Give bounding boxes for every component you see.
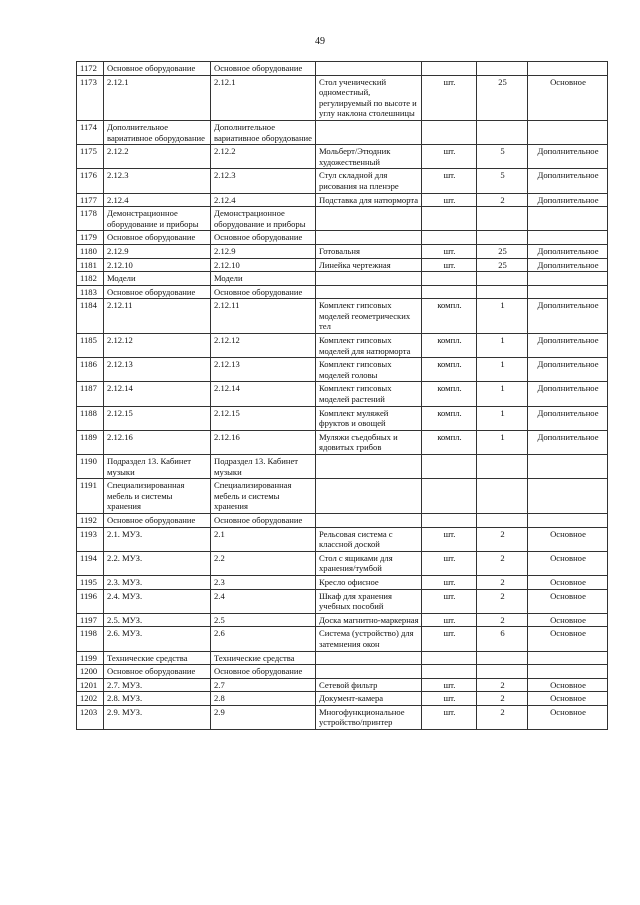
unit-cell: шт. xyxy=(422,575,477,589)
equipment-type-cell: Основное xyxy=(528,527,608,551)
quantity-cell: 1 xyxy=(477,430,528,454)
equipment-type-cell: Дополнительное xyxy=(528,406,608,430)
equipment-type-cell: Дополнительное xyxy=(528,358,608,382)
section-code-cell: 2.12.10 xyxy=(104,258,211,272)
item-code-cell: 2.12.9 xyxy=(211,244,316,258)
row-number-cell: 1195 xyxy=(77,575,104,589)
unit-cell: компл. xyxy=(422,358,477,382)
item-code-cell: Специализированная мебель и системы хранения xyxy=(211,479,316,514)
row-number-cell: 1173 xyxy=(77,75,104,120)
item-code-cell: Основное оборудование xyxy=(211,513,316,527)
quantity-cell xyxy=(477,285,528,299)
table-row xyxy=(77,75,608,120)
section-code-cell: 2.12.14 xyxy=(104,382,211,406)
row-number-cell: 1179 xyxy=(77,231,104,245)
equipment-type-cell: Основное xyxy=(528,627,608,651)
section-code-cell: 2.12.15 xyxy=(104,406,211,430)
item-name-cell: Линейка чертежная xyxy=(316,258,422,272)
item-code-cell: Дополнительное вариативное оборудование xyxy=(211,120,316,144)
table-row xyxy=(77,665,608,679)
item-name-cell: Шкаф для хранения учебных пособий xyxy=(316,589,422,613)
item-name-cell: Стол ученический одноместный, регулируемый по высоте и углу наклона столешницы xyxy=(316,75,422,120)
equipment-type-cell: Дополнительное xyxy=(528,430,608,454)
item-name-cell xyxy=(316,455,422,479)
item-code-cell: 2.12.11 xyxy=(211,299,316,334)
table-row xyxy=(77,244,608,258)
section-code-cell: 2.12.9 xyxy=(104,244,211,258)
section-code-cell: 2.9. МУЗ. xyxy=(104,705,211,729)
table-row xyxy=(77,678,608,692)
quantity-cell xyxy=(477,455,528,479)
item-name-cell xyxy=(316,120,422,144)
quantity-cell xyxy=(477,231,528,245)
unit-cell: шт. xyxy=(422,589,477,613)
section-code-cell: 2.6. МУЗ. xyxy=(104,627,211,651)
row-number-cell: 1191 xyxy=(77,479,104,514)
section-code-cell: 2.12.2 xyxy=(104,145,211,169)
unit-cell: шт. xyxy=(422,692,477,706)
quantity-cell xyxy=(477,62,528,76)
row-number-cell: 1180 xyxy=(77,244,104,258)
table-row xyxy=(77,613,608,627)
unit-cell xyxy=(422,272,477,286)
quantity-cell: 6 xyxy=(477,627,528,651)
quantity-cell: 25 xyxy=(477,244,528,258)
item-name-cell: Комплект гипсовых моделей растений xyxy=(316,382,422,406)
quantity-cell: 2 xyxy=(477,193,528,207)
table-row xyxy=(77,258,608,272)
row-number-cell: 1198 xyxy=(77,627,104,651)
quantity-cell: 2 xyxy=(477,678,528,692)
item-code-cell: 2.12.13 xyxy=(211,358,316,382)
quantity-cell xyxy=(477,479,528,514)
item-name-cell: Сетевой фильтр xyxy=(316,678,422,692)
section-code-cell: Основное оборудование xyxy=(104,62,211,76)
equipment-type-cell: Дополнительное xyxy=(528,145,608,169)
unit-cell xyxy=(422,513,477,527)
section-code-cell: Модели xyxy=(104,272,211,286)
equipment-type-cell xyxy=(528,62,608,76)
item-name-cell: Рельсовая система с классной доской xyxy=(316,527,422,551)
table-row xyxy=(77,513,608,527)
unit-cell xyxy=(422,120,477,144)
section-code-cell: Специализированная мебель и системы хранения xyxy=(104,479,211,514)
section-code-cell: 2.12.16 xyxy=(104,430,211,454)
quantity-cell: 1 xyxy=(477,334,528,358)
table-row xyxy=(77,120,608,144)
section-code-cell: Дополнительное вариативное оборудование xyxy=(104,120,211,144)
quantity-cell: 2 xyxy=(477,705,528,729)
section-code-cell: Технические средства xyxy=(104,651,211,665)
quantity-cell xyxy=(477,272,528,286)
item-code-cell: 2.12.10 xyxy=(211,258,316,272)
row-number-cell: 1184 xyxy=(77,299,104,334)
equipment-type-cell xyxy=(528,231,608,245)
unit-cell xyxy=(422,455,477,479)
quantity-cell: 25 xyxy=(477,258,528,272)
section-code-cell: 2.12.11 xyxy=(104,299,211,334)
item-code-cell: Основное оборудование xyxy=(211,231,316,245)
unit-cell: шт. xyxy=(422,244,477,258)
item-code-cell: 2.12.3 xyxy=(211,169,316,193)
unit-cell: компл. xyxy=(422,430,477,454)
row-number-cell: 1176 xyxy=(77,169,104,193)
equipment-type-cell xyxy=(528,665,608,679)
section-code-cell: Основное оборудование xyxy=(104,513,211,527)
row-number-cell: 1181 xyxy=(77,258,104,272)
table-row xyxy=(77,193,608,207)
item-name-cell: Комплект гипсовых моделей геометрических тел xyxy=(316,299,422,334)
item-name-cell: Стул складной для рисования на пленэре xyxy=(316,169,422,193)
section-code-cell: 2.4. МУЗ. xyxy=(104,589,211,613)
row-number-cell: 1194 xyxy=(77,551,104,575)
table-row xyxy=(77,527,608,551)
quantity-cell xyxy=(477,120,528,144)
equipment-type-cell: Дополнительное xyxy=(528,244,608,258)
row-number-cell: 1196 xyxy=(77,589,104,613)
item-code-cell: 2.8 xyxy=(211,692,316,706)
item-code-cell: 2.1 xyxy=(211,527,316,551)
row-number-cell: 1197 xyxy=(77,613,104,627)
item-code-cell: 2.4 xyxy=(211,589,316,613)
quantity-cell xyxy=(477,665,528,679)
equipment-type-cell: Дополнительное xyxy=(528,169,608,193)
table-row xyxy=(77,299,608,334)
unit-cell: шт. xyxy=(422,169,477,193)
item-code-cell: 2.12.4 xyxy=(211,193,316,207)
section-code-cell: 2.5. МУЗ. xyxy=(104,613,211,627)
item-code-cell: 2.5 xyxy=(211,613,316,627)
quantity-cell: 5 xyxy=(477,145,528,169)
unit-cell: шт. xyxy=(422,705,477,729)
equipment-type-cell: Дополнительное xyxy=(528,258,608,272)
section-code-cell: 2.12.13 xyxy=(104,358,211,382)
table-row xyxy=(77,62,608,76)
equipment-type-cell xyxy=(528,479,608,514)
unit-cell: шт. xyxy=(422,193,477,207)
row-number-cell: 1177 xyxy=(77,193,104,207)
item-name-cell xyxy=(316,651,422,665)
quantity-cell: 2 xyxy=(477,613,528,627)
unit-cell: шт. xyxy=(422,75,477,120)
table-row xyxy=(77,651,608,665)
unit-cell xyxy=(422,231,477,245)
section-code-cell: 2.12.3 xyxy=(104,169,211,193)
section-code-cell: 2.2. МУЗ. xyxy=(104,551,211,575)
row-number-cell: 1174 xyxy=(77,120,104,144)
equipment-type-cell: Дополнительное xyxy=(528,382,608,406)
table-row xyxy=(77,705,608,729)
item-code-cell: Подраздел 13. Кабинет музыки xyxy=(211,455,316,479)
row-number-cell: 1202 xyxy=(77,692,104,706)
item-name-cell xyxy=(316,231,422,245)
item-name-cell xyxy=(316,62,422,76)
table-row xyxy=(77,692,608,706)
row-number-cell: 1183 xyxy=(77,285,104,299)
item-code-cell: Модели xyxy=(211,272,316,286)
row-number-cell: 1201 xyxy=(77,678,104,692)
section-code-cell: 2.7. МУЗ. xyxy=(104,678,211,692)
equipment-type-cell xyxy=(528,513,608,527)
equipment-type-cell xyxy=(528,207,608,231)
item-name-cell: Система (устройство) для затемнения окон xyxy=(316,627,422,651)
unit-cell: шт. xyxy=(422,145,477,169)
table-row xyxy=(77,430,608,454)
item-name-cell xyxy=(316,207,422,231)
item-code-cell: Основное оборудование xyxy=(211,285,316,299)
section-code-cell: 2.1. МУЗ. xyxy=(104,527,211,551)
item-code-cell: 2.9 xyxy=(211,705,316,729)
table-row xyxy=(77,575,608,589)
quantity-cell: 2 xyxy=(477,551,528,575)
equipment-type-cell: Основное xyxy=(528,692,608,706)
unit-cell: шт. xyxy=(422,627,477,651)
row-number-cell: 1182 xyxy=(77,272,104,286)
item-code-cell: 2.12.16 xyxy=(211,430,316,454)
row-number-cell: 1187 xyxy=(77,382,104,406)
quantity-cell xyxy=(477,207,528,231)
item-code-cell: 2.6 xyxy=(211,627,316,651)
item-name-cell: Кресло офисное xyxy=(316,575,422,589)
table-row xyxy=(77,382,608,406)
section-code-cell: Основное оборудование xyxy=(104,231,211,245)
item-code-cell: 2.12.14 xyxy=(211,382,316,406)
table-row xyxy=(77,455,608,479)
quantity-cell: 2 xyxy=(477,589,528,613)
item-code-cell: 2.2 xyxy=(211,551,316,575)
row-number-cell: 1189 xyxy=(77,430,104,454)
unit-cell xyxy=(422,207,477,231)
unit-cell: шт. xyxy=(422,551,477,575)
table-row xyxy=(77,285,608,299)
unit-cell xyxy=(422,665,477,679)
unit-cell: компл. xyxy=(422,334,477,358)
row-number-cell: 1203 xyxy=(77,705,104,729)
table-row xyxy=(77,334,608,358)
item-name-cell: Подставка для натюрморта xyxy=(316,193,422,207)
item-name-cell: Муляжи съедобных и ядовитых грибов xyxy=(316,430,422,454)
quantity-cell: 1 xyxy=(477,406,528,430)
item-code-cell: 2.12.15 xyxy=(211,406,316,430)
quantity-cell xyxy=(477,513,528,527)
item-name-cell: Многофункциональное устройство/принтер xyxy=(316,705,422,729)
equipment-type-cell: Основное xyxy=(528,678,608,692)
quantity-cell: 1 xyxy=(477,299,528,334)
equipment-type-cell xyxy=(528,272,608,286)
item-code-cell: Технические средства xyxy=(211,651,316,665)
equipment-table xyxy=(76,61,608,730)
quantity-cell: 25 xyxy=(477,75,528,120)
equipment-type-cell: Основное xyxy=(528,589,608,613)
unit-cell: шт. xyxy=(422,678,477,692)
item-name-cell xyxy=(316,479,422,514)
row-number-cell: 1200 xyxy=(77,665,104,679)
quantity-cell: 1 xyxy=(477,358,528,382)
table-row xyxy=(77,551,608,575)
unit-cell xyxy=(422,285,477,299)
equipment-type-cell: Основное xyxy=(528,705,608,729)
item-name-cell xyxy=(316,285,422,299)
quantity-cell: 2 xyxy=(477,692,528,706)
equipment-type-cell xyxy=(528,455,608,479)
row-number-cell: 1199 xyxy=(77,651,104,665)
section-code-cell: 2.12.1 xyxy=(104,75,211,120)
item-name-cell: Готовальня xyxy=(316,244,422,258)
equipment-type-cell xyxy=(528,285,608,299)
item-name-cell: Стол с ящиками для хранения/тумбой xyxy=(316,551,422,575)
section-code-cell: Основное оборудование xyxy=(104,285,211,299)
table-row xyxy=(77,169,608,193)
table-row xyxy=(77,145,608,169)
item-code-cell: Демонстрационное оборудование и приборы xyxy=(211,207,316,231)
unit-cell xyxy=(422,651,477,665)
item-name-cell xyxy=(316,665,422,679)
quantity-cell: 1 xyxy=(477,382,528,406)
unit-cell: компл. xyxy=(422,382,477,406)
unit-cell: компл. xyxy=(422,406,477,430)
equipment-type-cell: Дополнительное xyxy=(528,334,608,358)
equipment-type-cell: Дополнительное xyxy=(528,193,608,207)
quantity-cell: 2 xyxy=(477,575,528,589)
section-code-cell: Демонстрационное оборудование и приборы xyxy=(104,207,211,231)
quantity-cell: 5 xyxy=(477,169,528,193)
table-row xyxy=(77,207,608,231)
unit-cell: шт. xyxy=(422,613,477,627)
item-name-cell xyxy=(316,272,422,286)
section-code-cell: Основное оборудование xyxy=(104,665,211,679)
item-name-cell: Комплект гипсовых моделей для натюрморта xyxy=(316,334,422,358)
section-code-cell: 2.3. МУЗ. xyxy=(104,575,211,589)
item-code-cell: 2.3 xyxy=(211,575,316,589)
item-name-cell: Документ-камера xyxy=(316,692,422,706)
row-number-cell: 1190 xyxy=(77,455,104,479)
equipment-type-cell xyxy=(528,120,608,144)
row-number-cell: 1178 xyxy=(77,207,104,231)
row-number-cell: 1175 xyxy=(77,145,104,169)
table-row xyxy=(77,479,608,514)
table-row xyxy=(77,406,608,430)
row-number-cell: 1172 xyxy=(77,62,104,76)
row-number-cell: 1186 xyxy=(77,358,104,382)
quantity-cell xyxy=(477,651,528,665)
item-code-cell: Основное оборудование xyxy=(211,62,316,76)
item-code-cell: 2.7 xyxy=(211,678,316,692)
item-code-cell: 2.12.1 xyxy=(211,75,316,120)
section-code-cell: Подраздел 13. Кабинет музыки xyxy=(104,455,211,479)
item-name-cell xyxy=(316,513,422,527)
table-row xyxy=(77,272,608,286)
unit-cell: компл. xyxy=(422,299,477,334)
item-code-cell: 2.12.12 xyxy=(211,334,316,358)
table-row xyxy=(77,358,608,382)
row-number-cell: 1192 xyxy=(77,513,104,527)
table-row xyxy=(77,231,608,245)
item-name-cell: Комплект гипсовых моделей головы xyxy=(316,358,422,382)
table-row xyxy=(77,627,608,651)
equipment-table-body xyxy=(77,62,608,730)
item-name-cell: Мольберт/Этюдник художественный xyxy=(316,145,422,169)
section-code-cell: 2.8. МУЗ. xyxy=(104,692,211,706)
item-name-cell: Доска магнитно-маркерная xyxy=(316,613,422,627)
row-number-cell: 1188 xyxy=(77,406,104,430)
item-name-cell: Комплект муляжей фруктов и овощей xyxy=(316,406,422,430)
equipment-type-cell xyxy=(528,651,608,665)
equipment-type-cell: Основное xyxy=(528,575,608,589)
page-number: 49 xyxy=(315,36,325,47)
row-number-cell: 1185 xyxy=(77,334,104,358)
table-row xyxy=(77,589,608,613)
equipment-type-cell: Основное xyxy=(528,613,608,627)
unit-cell: шт. xyxy=(422,527,477,551)
section-code-cell: 2.12.12 xyxy=(104,334,211,358)
unit-cell: шт. xyxy=(422,258,477,272)
equipment-type-cell: Основное xyxy=(528,551,608,575)
quantity-cell: 2 xyxy=(477,527,528,551)
unit-cell xyxy=(422,479,477,514)
row-number-cell: 1193 xyxy=(77,527,104,551)
item-code-cell: 2.12.2 xyxy=(211,145,316,169)
section-code-cell: 2.12.4 xyxy=(104,193,211,207)
unit-cell xyxy=(422,62,477,76)
equipment-type-cell: Основное xyxy=(528,75,608,120)
equipment-type-cell: Дополнительное xyxy=(528,299,608,334)
item-code-cell: Основное оборудование xyxy=(211,665,316,679)
